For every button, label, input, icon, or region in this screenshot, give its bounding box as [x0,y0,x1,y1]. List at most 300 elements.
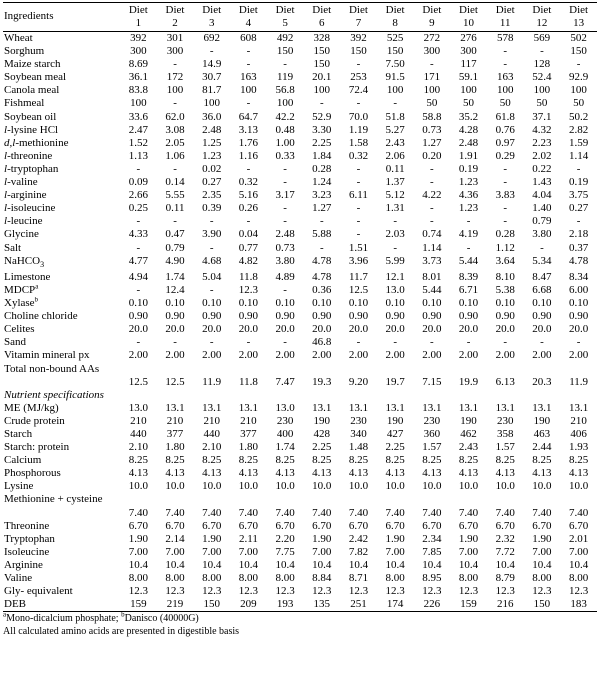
document [3,2,597,638]
cell-diet-5: 10.0 [275,480,295,493]
cell-diet-11: 2.00 [495,349,515,362]
cell-diet-10: 159 [460,598,477,611]
row-label: Threonine [4,519,50,532]
diet-4-header [230,3,267,32]
cell-diet-13: 100 [570,84,587,97]
cell-diet-8: - [393,215,397,228]
cell-diet-1: 2.00 [128,349,148,362]
cell-diet-7: 253 [350,71,367,84]
cell-diet-10: 8.39 [458,270,479,283]
cell-diet-4: 0.26 [238,202,259,215]
cell-diet-10: 2.43 [458,441,479,454]
cell-diet-13: 8.00 [569,572,589,585]
cell-diet-2: 8.00 [165,572,185,585]
row-label [3,255,120,271]
cell-diet-12: 13.1 [532,401,552,414]
table-row [3,163,597,176]
amino-acid-prefix: l [4,215,8,228]
cell-diet-5: 8.25 [275,454,295,467]
cell-diet-1: 1.13 [128,149,148,162]
cell-diet-2: - [173,336,177,349]
cell-diet-2: 1.74 [165,270,185,283]
cell-diet-10: 1.91 [458,149,479,162]
cell-diet-4: 3.13 [238,123,259,136]
cell-diet-11: 13.1 [495,401,515,414]
footnote-b-text: Danisco (40000G) [124,613,199,625]
cell-diet-3: - [209,283,214,296]
cell-diet-13: 13.1 [569,401,589,414]
cell-diet-6: 150 [313,45,331,58]
cell-diet-10: - [466,215,471,228]
row-label: Sand [4,336,26,349]
cell-diet-2: 62.0 [165,110,185,123]
cell-diet-13: 7.40 [569,506,589,519]
cell-diet-2: 10.0 [165,480,185,493]
cell-diet-8: 6.70 [385,519,405,532]
table-row [3,520,597,533]
section-label: Nutrient specifications [4,388,104,401]
cell-diet-4: - [246,336,251,349]
cell-diet-9: 1.27 [422,136,442,149]
cell-diet-13: 20.0 [569,323,589,336]
cell-diet-6: 3.23 [312,189,332,202]
cell-diet-12: 10.0 [532,480,552,493]
cell-diet-7: - [356,176,361,189]
cell-diet-12: 5.34 [532,254,552,267]
cell-diet-12: - [540,241,544,254]
cell-diet-8: 7.00 [385,545,405,558]
cell-diet-2: 0.90 [165,310,185,323]
cell-diet-1: 4.94 [128,270,148,283]
cell-diet-7: 8.25 [348,454,369,467]
cell-diet-7: 10.0 [348,480,369,493]
cell-diet-13: 1.59 [569,136,589,149]
cell-diet-8: - [393,241,397,254]
cell-diet-11: 6.13 [495,375,515,388]
cell-diet-9: 3.73 [422,254,442,267]
cell-diet-12: 6.70 [532,519,552,532]
cell-diet-11: - [503,45,508,58]
cell-diet-11: 1.12 [495,241,515,254]
cell-diet-9: 2.34 [422,532,442,545]
cell-diet-2: 12.4 [165,283,185,296]
cell-diet-4: 209 [240,598,257,611]
cell-diet-7: 1.48 [348,441,369,454]
row-label [3,215,120,228]
cell-diet-10: 12.3 [458,585,479,598]
diet-5-header [267,3,304,32]
cell-diet-4: - [246,215,251,228]
cell-diet-3: 10.0 [202,480,222,493]
cell-diet-4: 608 [240,32,257,44]
cell-diet-10: 10.0 [458,480,479,493]
table-row [3,441,597,454]
cell-diet-3: 0.90 [202,310,222,323]
cell-diet-12: 2.44 [532,441,552,454]
cell-diet-13: 12.3 [569,585,589,598]
cell-diet-2: - [173,97,177,110]
cell-diet-5: 0.90 [275,310,295,323]
table-row [3,402,597,415]
cell-diet-5: 0.73 [275,241,295,254]
cell-diet-5: 193 [276,598,294,611]
cell-diet-10: 0.90 [458,310,479,323]
cell-diet-9: - [430,162,434,175]
cell-diet-7: 12.3 [348,585,369,598]
diet-header-number: 12 [536,16,548,29]
cell-diet-5: - [283,215,287,228]
cell-diet-5: 150 [276,45,294,58]
row-label: Valine [4,572,33,585]
table-row [3,415,597,428]
diet-header-number: 1 [135,16,142,29]
cell-diet-6: 150 [313,58,331,71]
cell-diet-10: 35.2 [458,110,479,123]
cell-diet-3: 210 [203,414,220,427]
cell-diet-10: 6.71 [458,283,479,296]
cell-diet-2: 4.13 [165,467,185,480]
cell-diet-3: 1.23 [202,149,222,162]
cell-diet-8: 51.8 [385,110,405,123]
row-label-subscript: 3 [40,259,45,269]
cell-diet-12: 190 [533,414,551,427]
cell-diet-2: 301 [166,32,184,44]
row-label: ME (MJ/kg) [4,401,59,414]
cell-diet-9: - [430,58,434,71]
cell-diet-8: 13.1 [385,401,405,414]
cell-diet-11: 0.29 [495,149,515,162]
cell-diet-6: - [319,97,324,110]
cell-diet-2: 0.10 [165,297,185,310]
cell-diet-12: 6.68 [532,283,552,296]
cell-diet-5: 12.3 [275,585,295,598]
diet-header-number: 4 [245,16,252,29]
cell-diet-3: 13.1 [202,401,222,414]
cell-diet-7: 8.71 [348,572,369,585]
cell-diet-11: - [503,176,508,189]
section-row [3,389,597,402]
amino-acid-name: -methionine [15,136,69,149]
diet-header-number: 13 [573,16,585,29]
cell-diet-3: 2.00 [202,349,222,362]
cell-diet-7: - [356,202,361,215]
cell-diet-6: 46.8 [312,336,332,349]
row-label-footnote-mark: a [35,283,39,291]
cell-diet-13: 8.25 [569,454,589,467]
cell-diet-6: 7.40 [312,506,332,519]
cell-diet-13: 2.01 [569,532,589,545]
cell-diet-13: 502 [570,32,587,44]
diet-header-number: 7 [355,16,362,29]
table-row [3,480,597,493]
diet-header-word: Diet [348,4,368,16]
row-label: Vitamin mineral px [4,349,90,362]
cell-diet-8: 2.06 [385,149,405,162]
cell-diet-2: 0.47 [165,228,185,241]
cell-diet-8: 1.31 [385,202,405,215]
table-row [3,58,597,71]
cell-diet-8: 5.99 [385,254,405,267]
cell-diet-6: 3.30 [312,123,332,136]
cell-diet-6: 7.00 [312,545,332,558]
diet-header-number: 2 [172,16,178,29]
cell-diet-4: 4.13 [238,467,259,480]
table-row [3,598,597,612]
cell-diet-3: 10.4 [202,558,222,571]
table-row [3,546,597,559]
cell-diet-12: 37.1 [532,110,552,123]
cell-diet-8: 7.40 [385,506,405,519]
cell-diet-13: 1.14 [569,149,589,162]
row-label: Glycine [4,228,39,241]
cell-diet-1: 300 [130,45,147,58]
cell-diet-7: 3.96 [348,254,369,267]
cell-diet-7: 1.51 [348,241,369,254]
cell-diet-1: 159 [130,598,147,611]
cell-diet-7: 0.90 [348,310,369,323]
cell-diet-8: 1.90 [385,532,405,545]
cell-diet-6: 2.25 [312,136,332,149]
cell-diet-9: - [430,176,434,189]
row-label [3,297,120,310]
table-row [3,97,597,110]
cell-diet-2: 4.90 [165,254,185,267]
cell-diet-4: 20.0 [238,323,259,336]
cell-diet-7: - [356,97,361,110]
cell-diet-3: 5.04 [202,270,222,283]
cell-diet-11: - [503,202,508,215]
cell-diet-13: 10.4 [569,558,589,571]
cell-diet-9: 7.85 [422,545,442,558]
cell-diet-4: 8.00 [238,572,259,585]
cell-diet-5: 13.0 [275,401,295,414]
diet-header-word: Diet [495,4,515,16]
amino-acid-name: -tryptophan [7,162,59,175]
cell-diet-6: 2.25 [312,441,332,454]
table-row [3,363,597,389]
diet-header-word: Diet [165,4,185,16]
cell-diet-13: 210 [570,414,587,427]
cell-diet-1: 83.8 [128,84,148,97]
diet-8-header [377,3,414,32]
cell-diet-7: 20.0 [348,323,369,336]
cell-diet-9: 8.25 [422,454,442,467]
table-row [3,228,597,241]
cell-diet-1: 4.77 [128,254,148,267]
cell-diet-7: 4.13 [348,467,369,480]
cell-diet-13: - [576,336,581,349]
cell-diet-11: - [503,336,508,349]
cell-diet-12: 20.0 [532,323,552,336]
cell-diet-1: 0.10 [128,297,148,310]
cell-diet-6: 4.78 [312,254,332,267]
cell-diet-12: 10.4 [532,558,552,571]
cell-diet-13: 7.00 [569,545,589,558]
cell-diet-12: 1.43 [532,176,552,189]
cell-diet-10: 20.0 [458,323,479,336]
diet-header-word: Diet [569,4,589,16]
cell-diet-3: 2.48 [202,123,222,136]
cell-diet-5: 400 [276,428,294,440]
cell-diet-9: 4.22 [422,189,442,202]
row-label-text: MDCP [4,283,36,296]
cell-diet-6: 8.84 [312,572,332,585]
cell-diet-6: 5.88 [312,228,332,241]
table-row [3,284,597,297]
cell-diet-9: 360 [423,428,441,440]
cell-diet-10: 2.00 [458,349,479,362]
cell-diet-4: 4.82 [238,254,259,267]
cell-diet-11: 12.3 [495,585,515,598]
cell-diet-1: 7.40 [128,506,148,519]
cell-diet-2: 13.1 [165,401,185,414]
cell-diet-3: 0.27 [202,176,222,189]
diet-header-word: Diet [385,4,405,16]
cell-diet-3: - [209,45,214,58]
cell-diet-6: 1.24 [312,176,332,189]
cell-diet-1: - [136,215,141,228]
cell-diet-7: 6.11 [349,189,368,202]
diet-13-header [560,3,597,32]
cell-diet-2: 8.25 [165,454,185,467]
cell-diet-8: 8.25 [385,454,405,467]
cell-diet-3: 81.7 [202,84,222,97]
footnote-line-1 [3,610,597,626]
cell-diet-10: 4.13 [458,467,479,480]
cell-diet-13: 10.0 [569,480,589,493]
cell-diet-6: 20.0 [312,323,332,336]
row-label: Salt [4,241,22,254]
table-row [3,32,597,46]
cell-diet-5: 3.80 [275,254,295,267]
cell-diet-12: 12.3 [532,585,552,598]
row-label: Tryptophan [4,532,55,545]
row-label: Canola meal [4,84,60,97]
cell-diet-13: 2.00 [569,349,589,362]
amino-acid-name: -threonine [7,149,53,162]
cell-diet-12: 0.90 [532,310,552,323]
cell-diet-7: 72.4 [348,84,369,97]
cell-diet-8: - [393,336,397,349]
row-label: Crude protein [4,414,65,427]
cell-diet-13: 0.90 [569,310,589,323]
cell-diet-9: 0.10 [422,297,442,310]
cell-diet-13: 0.27 [569,202,589,215]
cell-diet-11: 8.25 [495,454,515,467]
cell-diet-12: - [540,336,544,349]
cell-diet-12: 50 [536,97,548,110]
row-label [3,284,120,297]
table-body [3,32,597,612]
cell-diet-1: 100 [130,97,147,110]
cell-diet-13: - [576,58,581,71]
cell-diet-11: 50 [499,97,511,110]
table-row [3,176,597,189]
cell-diet-13: 6.70 [569,519,589,532]
cell-diet-10: 59.1 [458,71,479,84]
cell-diet-7: 2.00 [348,349,369,362]
cell-diet-10: 8.25 [458,454,479,467]
cell-diet-9: 10.0 [422,480,442,493]
cell-diet-6: 10.0 [312,480,332,493]
table-row [3,189,597,202]
cell-diet-1: 0.90 [128,310,148,323]
cell-diet-13: 183 [570,598,587,611]
diet-10-header [450,3,487,32]
cell-diet-12: 8.47 [532,270,552,283]
cell-diet-4: 2.11 [238,532,258,545]
row-label [3,137,120,150]
cell-diet-5: - [283,283,287,296]
table-row [3,533,597,546]
diet-1-header [120,3,157,32]
cell-diet-1: - [136,241,141,254]
row-label: Total non-bound AAs [4,362,100,375]
cell-diet-9: 8.01 [422,270,442,283]
row-label: Isoleucine [4,545,50,558]
cell-diet-6: 328 [313,32,331,44]
cell-diet-13: 150 [570,45,587,58]
cell-diet-5: 7.47 [275,375,295,388]
table-row [3,467,597,480]
cell-diet-8: 4.13 [385,467,405,480]
diet-12-header [524,3,561,32]
cell-diet-9: 50 [426,97,438,110]
cell-diet-12: 8.00 [532,572,552,585]
cell-diet-8: 19.7 [385,375,405,388]
table-row [3,428,597,441]
diet-header-number: 5 [282,16,288,29]
cell-diet-11: 7.40 [495,506,515,519]
cell-diet-6: 0.90 [312,310,332,323]
cell-diet-6: 13.1 [312,401,332,414]
cell-diet-7: 12.5 [348,283,369,296]
cell-diet-1: 12.3 [128,585,148,598]
cell-diet-1: 210 [130,414,147,427]
cell-diet-13: 406 [570,428,587,440]
cell-diet-11: - [503,215,508,228]
cell-diet-8: - [393,97,397,110]
cell-diet-7: - [356,58,361,71]
cell-diet-13: - [576,215,581,228]
cell-diet-10: 100 [460,84,477,97]
cell-diet-2: 1.80 [165,441,185,454]
cell-diet-9: 20.0 [422,323,442,336]
cell-diet-4: 210 [240,414,257,427]
cell-diet-8: 2.00 [385,349,405,362]
cell-diet-10: 0.10 [458,297,479,310]
cell-diet-3: 3.90 [202,228,222,241]
cell-diet-8: 190 [386,414,404,427]
cell-diet-6: 4.78 [312,270,332,283]
cell-diet-2: 1.06 [165,149,185,162]
cell-diet-1: 0.09 [128,176,148,189]
cell-diet-12: 0.10 [532,297,552,310]
cell-diet-3: 11.9 [202,375,222,388]
ingredients-header: Ingredients [4,10,54,23]
cell-diet-4: 12.3 [238,585,259,598]
row-label-text: Xylase [4,297,35,310]
diet-3-header [193,3,230,32]
cell-diet-3: 0.02 [202,162,222,175]
cell-diet-7: 251 [350,598,367,611]
row-label [3,124,120,137]
table-row [3,202,597,215]
cell-diet-5: - [283,162,287,175]
cell-diet-13: 92.9 [569,71,589,84]
table-row [3,572,597,585]
cell-diet-8: 91.5 [385,71,405,84]
